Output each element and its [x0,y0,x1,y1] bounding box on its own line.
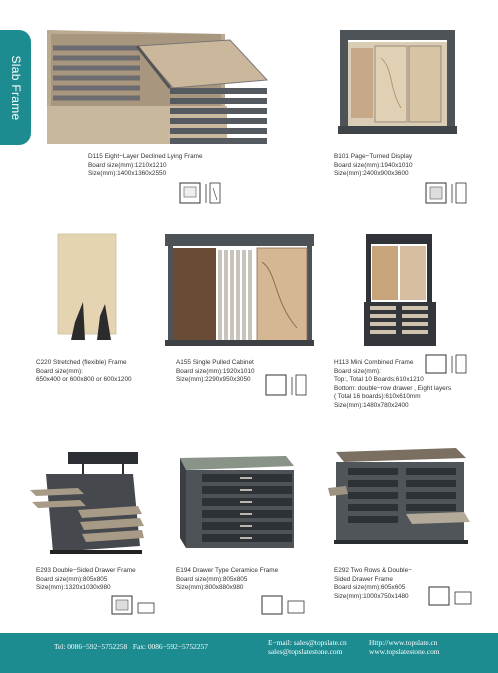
h113-line3: Top:, Total 10 Boards:610x1210 [334,376,424,384]
e292-size: Size(mm):1000x750x1480 [334,592,409,600]
drawer-cabinet-icon [258,593,308,619]
e292-name: E292 Two Rows & Double− [334,567,412,574]
h113-board: Board size(mm): [334,367,381,375]
e293-photo [28,450,146,555]
e194-board: Board size(mm):805x805 [176,575,248,583]
footer-phone-fax [54,642,208,651]
footer-web-label: Http:// [369,638,389,647]
footer-fax: Fax: 0086−592−5752257 [132,642,208,651]
footer-web-value-2[interactable]: www.topslatestone.com [369,647,440,656]
pull-cabinet-icon [262,371,312,399]
footer-web-1[interactable] [369,638,438,647]
side-tab-label: Slab Frame [8,54,23,121]
double-sided-drawer-icon [108,593,158,619]
footer-email-1[interactable] [268,638,347,647]
footer-email-value-1[interactable]: sales@topslate.cn [293,638,347,647]
a155-name: A155 Single Pulled Cabinet [176,359,254,366]
footer-tel: Tel: 0086−592−5752258 [54,642,128,651]
a155-board: Board size(mm):1920x1010 [176,367,255,375]
h113-name: H113 Mini Combined Frame [334,359,414,366]
tray-slab-stand-icon [176,178,226,206]
d115-name: D115 Eight−Layer Declined Lying Frame [88,153,203,160]
e292-board: Board size(mm):605x605 [334,584,406,592]
footer-web-value-1[interactable]: www.topslate.cn [388,638,438,647]
b101-size: Size(mm):2400x900x3600 [334,170,409,178]
e292-name2: Sided Drawer Frame [334,575,393,583]
a155-photo [162,232,317,348]
h113-line4: Bottom: double−row drawer , Eight layers [334,384,452,392]
footer-email-2[interactable] [268,647,342,656]
b101-name: B101 Page−Turned Display [334,153,413,160]
page-turn-display-icon [422,178,472,206]
e194-photo [176,452,298,552]
e194-name: E194 Drawer Type Ceramice Frame [176,567,279,574]
footer-web-2[interactable] [369,647,440,656]
c220-size: 650x400 or 600x800 or 600x1200 [36,376,132,384]
side-tab [0,30,31,145]
h113-photo [362,232,440,350]
combined-frame-icon [422,352,472,376]
c220-photo [55,232,125,342]
e194-size: Size(mm):800x880x980 [176,584,244,592]
contact-footer [0,633,498,673]
e292-photo [326,446,472,546]
d115-board: Board size(mm):1210x1210 [88,161,167,169]
d115-photo [45,28,270,146]
e293-name: E293 Double−Sided Drawer Frame [36,567,136,574]
b101-photo [335,28,460,136]
footer-email-label: E−mail: [268,638,292,647]
c220-name: C220 Stretched (flexible) Frame [36,359,127,366]
d115-size: Size(mm):1400x1360x2550 [88,170,167,178]
b101-board: Board size(mm):1940x1010 [334,161,413,169]
h113-line5: ( Total 16 boards):610x610mm [334,393,421,401]
e293-board: Board size(mm):805x805 [36,575,108,583]
a155-size: Size(mm):2290x950x3050 [176,376,251,384]
h113-size: Size(mm):1480x780x2400 [334,401,409,409]
e293-size: Size(mm):1320x1030x980 [36,584,111,592]
two-row-drawer-icon [425,584,475,610]
footer-email-value-2[interactable]: sales@topslatestone.com [268,647,343,656]
c220-board: Board size(mm): [36,367,83,375]
